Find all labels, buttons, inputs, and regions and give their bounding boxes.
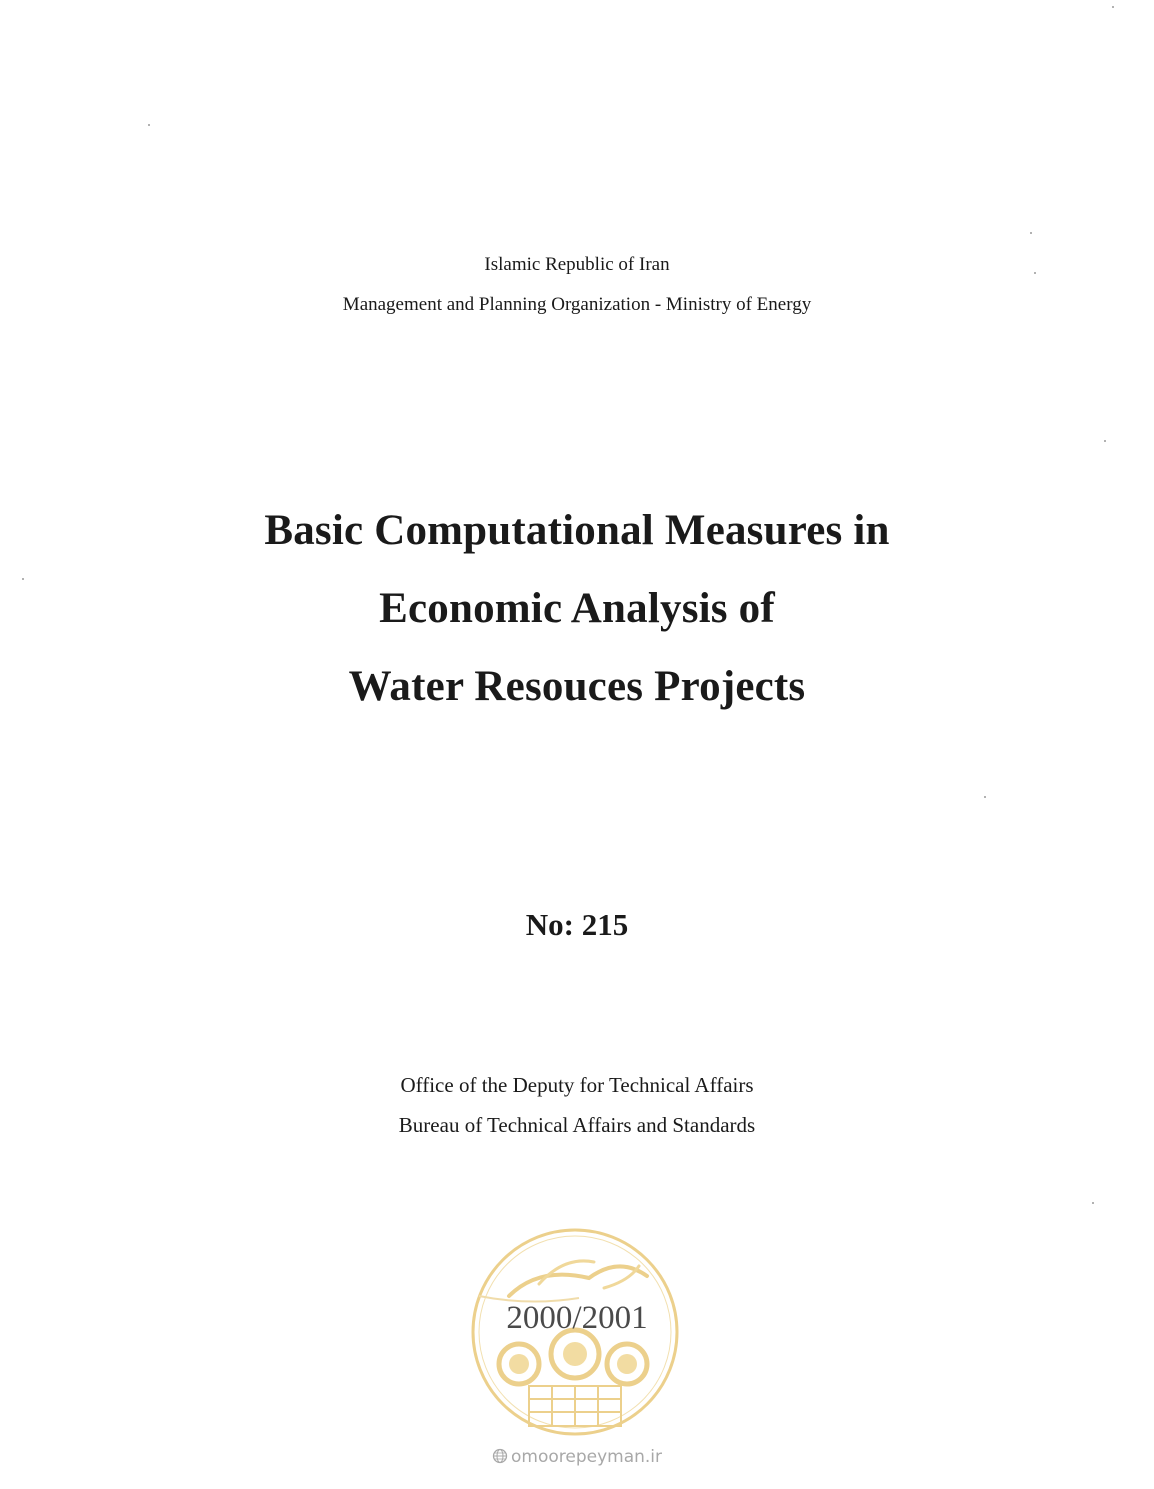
scan-speck xyxy=(22,578,24,580)
office-line-1: Office of the Deputy for Technical Affairs xyxy=(400,1073,754,1097)
globe-icon xyxy=(492,1448,508,1464)
scan-speck xyxy=(1112,6,1114,8)
watermark-text: omoorepeyman.ir xyxy=(510,1447,663,1467)
scan-speck xyxy=(1104,440,1106,442)
issuer-country: Islamic Republic of Iran xyxy=(484,254,670,275)
document-title-line-3: Water Resouces Projects xyxy=(348,663,806,710)
scan-speck xyxy=(984,796,986,798)
seal-year: 2000/2001 xyxy=(506,1300,648,1336)
document-title-line-1: Basic Computational Measures in xyxy=(264,507,890,554)
scan-speck xyxy=(1092,1202,1094,1204)
issuer-organizations: Management and Planning Organization - Ministry of Energy xyxy=(342,294,812,315)
scan-speck xyxy=(1034,272,1036,274)
scan-speck xyxy=(148,124,150,126)
watermark xyxy=(0,1446,1154,1468)
document-number: No: 215 xyxy=(525,907,629,942)
scan-speck xyxy=(1030,232,1032,234)
document-title-line-2: Economic Analysis of xyxy=(379,585,775,632)
office-line-2: Bureau of Technical Affairs and Standards xyxy=(398,1113,756,1137)
